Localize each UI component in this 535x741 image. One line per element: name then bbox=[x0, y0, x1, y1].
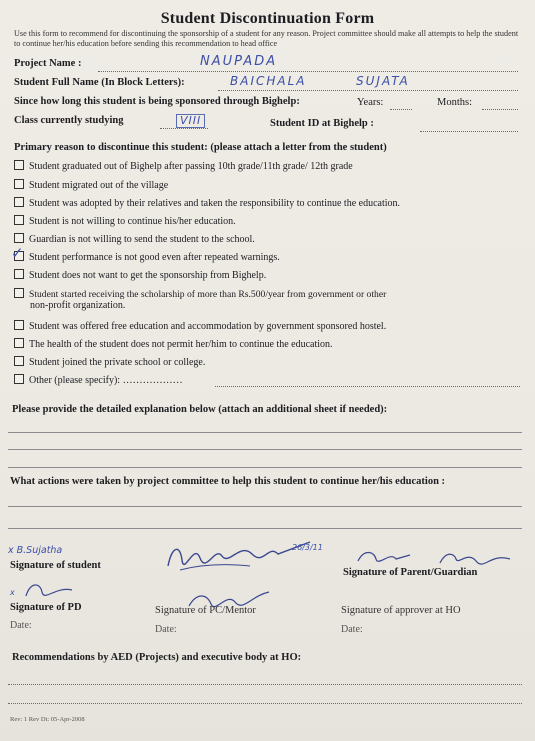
checkbox[interactable] bbox=[14, 179, 24, 189]
checkbox[interactable] bbox=[14, 215, 24, 225]
student-name-label: Student Full Name (In Block Letters): bbox=[14, 77, 185, 88]
reason-item[interactable] bbox=[14, 269, 266, 281]
reason-label: Student performance is not good even after repeated warnings. bbox=[29, 252, 280, 263]
approver-date-label: Date: bbox=[341, 624, 363, 635]
reason-label: Student is not willing to continue his/her education. bbox=[29, 216, 236, 227]
checkbox[interactable] bbox=[14, 233, 24, 243]
pd-signature-scribble bbox=[20, 578, 80, 602]
reason-item[interactable] bbox=[14, 251, 280, 263]
recommendations-line[interactable] bbox=[8, 703, 522, 704]
reason-item[interactable] bbox=[14, 288, 386, 300]
reason-item[interactable] bbox=[14, 374, 183, 386]
class-value[interactable]: VIII bbox=[176, 114, 205, 128]
reason-item[interactable] bbox=[14, 215, 236, 227]
checkbox[interactable] bbox=[14, 160, 24, 170]
other-specify-line[interactable] bbox=[215, 386, 520, 387]
pc-signature-date: 26/3/11 bbox=[292, 543, 323, 552]
reason-item[interactable] bbox=[14, 338, 333, 350]
reason-item[interactable] bbox=[14, 356, 205, 368]
checkbox[interactable] bbox=[14, 338, 24, 348]
reason-item[interactable] bbox=[14, 160, 353, 172]
pc-date-label: Date: bbox=[155, 624, 177, 635]
years-label: Years: bbox=[357, 97, 384, 108]
checkbox[interactable] bbox=[14, 356, 24, 366]
project-name-line bbox=[98, 71, 518, 72]
months-label: Months: bbox=[437, 97, 473, 108]
checkbox[interactable] bbox=[14, 197, 24, 207]
recommendations-line[interactable] bbox=[8, 684, 522, 685]
reason-label: Student migrated out of the village bbox=[29, 180, 169, 191]
pd-signature-mark: x bbox=[10, 588, 15, 597]
pc-signature-scribble bbox=[160, 536, 320, 576]
reason-item[interactable] bbox=[14, 179, 168, 191]
student-first-name-value[interactable]: BAICHALA bbox=[230, 74, 307, 88]
actions-heading: What actions were taken by project committee to help this student to continue her/his education : bbox=[10, 476, 446, 487]
reason-label: The health of the student does not permit her/him to continue the education. bbox=[29, 339, 333, 350]
years-input-line[interactable] bbox=[390, 109, 412, 110]
reason-label: Other (please specify): ……………… bbox=[29, 375, 183, 386]
class-label: Class currently studying bbox=[14, 115, 124, 126]
reason-item[interactable] bbox=[14, 320, 386, 332]
actions-line[interactable] bbox=[8, 506, 522, 507]
reason-label: Student joined the private school or college. bbox=[29, 357, 206, 368]
checkbox[interactable] bbox=[14, 288, 24, 298]
reason-label: Student graduated out of Bighelp after passing 10th grade/11th grade/ 12th grade bbox=[29, 161, 353, 172]
approver-signature-label: Signature of approver at HO bbox=[341, 605, 461, 616]
parent-signature-label: Signature of Parent/Guardian bbox=[343, 567, 478, 578]
revision-footer: Rev: 1 Rev Dt: 05-Apr-2008 bbox=[10, 716, 85, 723]
checkmark-icon: ✓ bbox=[11, 244, 24, 262]
student-last-name-value[interactable]: SUJATA bbox=[356, 74, 410, 88]
pd-signature-label: Signature of PD bbox=[10, 602, 82, 613]
explanation-line[interactable] bbox=[8, 467, 522, 468]
sponsored-duration-label: Since how long this student is being sponsored through Bighelp: bbox=[14, 96, 300, 107]
form-instructions: Use this form to recommend for discontinuing the sponsorship of a student for any reason. Project committee should make all attempts to help the student to continue her/his education before sending this recommendation to head office bbox=[14, 29, 519, 48]
explanation-line[interactable] bbox=[8, 449, 522, 450]
pd-date-label: Date: bbox=[10, 620, 32, 631]
reason-label: Guardian is not willing to send the student to the school. bbox=[29, 234, 255, 245]
student-signature-mark: x B.Sujatha bbox=[8, 545, 63, 556]
recommendations-heading: Recommendations by AED (Projects) and executive body at HO: bbox=[12, 652, 302, 663]
reason-continuation: non-profit organization. bbox=[30, 300, 126, 311]
checkbox[interactable] bbox=[14, 374, 24, 384]
class-line bbox=[160, 128, 208, 129]
form-title: Student Discontinuation Form bbox=[160, 10, 375, 27]
reasons-heading: Primary reason to discontinue this student: (please attach a letter from the student) bbox=[14, 142, 387, 153]
reason-label: Student was adopted by their relatives and taken the responsibility to continue the education. bbox=[29, 198, 401, 209]
project-name-label: Project Name : bbox=[14, 58, 82, 69]
project-name-value[interactable]: NAUPADA bbox=[200, 54, 278, 69]
reason-label: Student was offered free education and accommodation by government sponsored hostel. bbox=[29, 321, 387, 332]
checkbox[interactable] bbox=[14, 269, 24, 279]
checkbox[interactable] bbox=[14, 320, 24, 330]
reason-label: Student does not want to get the sponsorship from Bighelp. bbox=[29, 270, 267, 281]
months-input-line[interactable] bbox=[482, 109, 518, 110]
student-id-label: Student ID at Bighelp : bbox=[270, 118, 374, 129]
explanation-line[interactable] bbox=[8, 432, 522, 433]
explanation-heading: Please provide the detailed explanation below (attach an additional sheet if needed): bbox=[12, 404, 388, 415]
student-id-line[interactable] bbox=[420, 131, 518, 132]
reason-item[interactable] bbox=[14, 233, 255, 245]
reason-label: Student started receiving the scholarship of more than Rs.500/year from government or other bbox=[29, 289, 387, 300]
reason-item[interactable] bbox=[14, 197, 400, 209]
actions-line[interactable] bbox=[8, 528, 522, 529]
student-signature-label: Signature of student bbox=[10, 560, 101, 571]
pc-signature-label: Signature of PC/Mentor bbox=[155, 605, 256, 616]
student-name-line bbox=[218, 90, 518, 91]
